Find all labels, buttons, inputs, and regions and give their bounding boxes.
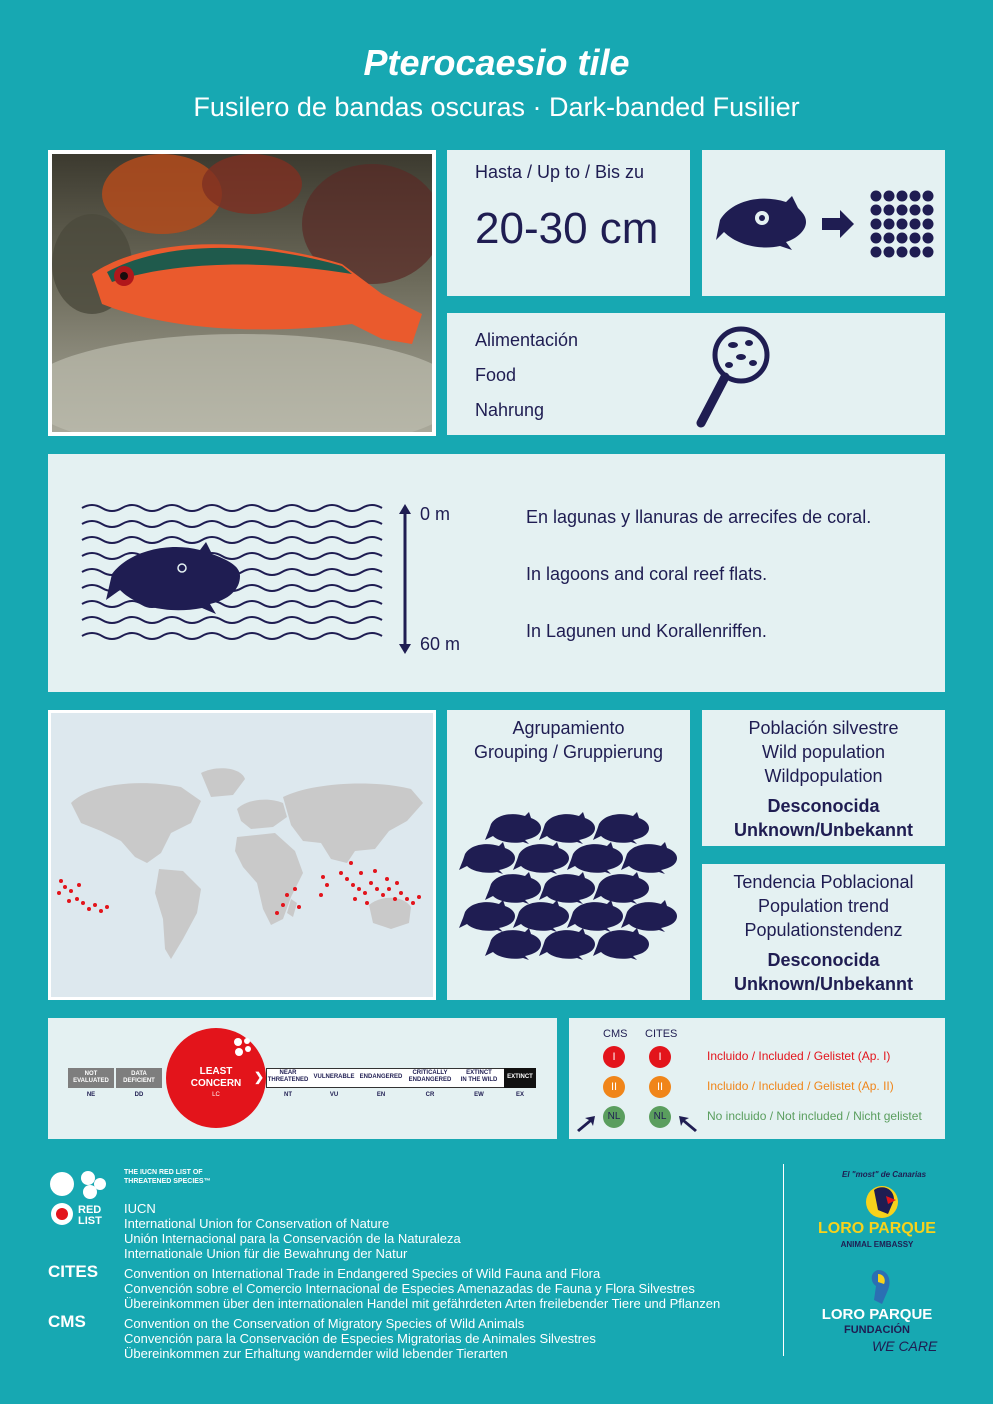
redlist-cat-en-name2: ENDANGERED — [359, 1074, 403, 1080]
redlist-cat-ne-name1: NOT — [84, 1071, 98, 1077]
food-label-de: Nahrung — [475, 400, 545, 420]
redlist-code-ew: EW — [474, 1092, 484, 1098]
food-label-en: Food — [475, 365, 517, 385]
cites-label: CITES — [48, 1262, 99, 1281]
loro1-name: LORO PARQUE — [818, 1220, 936, 1237]
cms-line-1: Convención para la Conservación de Especies Migratorias de Animales Silvestres — [124, 1331, 596, 1346]
size-label: Hasta / Up to / Bis zu — [475, 162, 645, 182]
redlist-code-vu: VU — [329, 1092, 339, 1098]
wild-population-panel — [702, 710, 945, 846]
fundacion-parrot-icon — [858, 1266, 898, 1306]
population-trend-panel — [702, 864, 945, 1000]
grouping-label-es: Agrupamiento — [512, 718, 625, 738]
grouping-panel — [447, 710, 690, 1000]
redlist-cat-vu — [312, 1074, 356, 1081]
arrow-up-left-icon — [677, 1114, 699, 1132]
redlist-current-line2: CONCERN — [190, 1078, 242, 1089]
loro2-sub: FUNDACIÓN — [844, 1324, 910, 1336]
size-value: 20-30 cm — [475, 204, 659, 253]
depth-arrow-icon — [398, 504, 412, 654]
parrot-icon — [852, 1180, 912, 1220]
redlist-cat-en — [358, 1074, 404, 1081]
redlist-code-en: EN — [376, 1092, 386, 1098]
redlist-cat-ne — [68, 1068, 114, 1088]
depth-bottom: 60 m — [420, 634, 461, 654]
cms-mark-i — [603, 1046, 625, 1068]
redlist-code-ne: NE — [86, 1092, 96, 1098]
size-panel — [447, 150, 690, 296]
redlist-circle-logo — [232, 1036, 254, 1058]
cms-mark-i-text: I — [612, 1051, 616, 1063]
fish-to-eggs-icon — [702, 150, 945, 296]
habitat-panel — [48, 454, 945, 692]
school-of-fish-icon — [455, 802, 685, 962]
redlist-cat-dd-name1: DATA — [131, 1071, 147, 1077]
habitat-text-en: In lagoons and coral reef flats. — [526, 564, 768, 584]
legend-not-included: No incluido / Not included / Nicht gelistet — [707, 1109, 922, 1123]
cms-line-2: Übereinkommen zur Erhaltung wandernder wild lebender Tierarten — [124, 1346, 508, 1361]
food-label-es: Alimentación — [475, 330, 579, 350]
redlist-code-ex: EX — [515, 1092, 524, 1098]
population-label-de: Wildpopulation — [764, 766, 883, 786]
redlist-cat-ex-name2: EXTINCT — [507, 1074, 533, 1080]
cites-mark-i-text: I — [658, 1051, 662, 1063]
logo-red-text: RED — [78, 1204, 102, 1216]
cites-line-1: Convención sobre el Comercio Internacional de Especies Amenazadas de Fauna y Flora Silvestres — [124, 1281, 695, 1296]
chevron-right-icon: ❯ — [254, 1070, 265, 1084]
loro2-name: LORO PARQUE — [821, 1306, 933, 1323]
legend-included-i: Incluido / Included / Gelistet (Ap. I) — [707, 1049, 891, 1063]
redlist-current-lc — [166, 1028, 266, 1128]
cites-mark-nl-text: NL — [653, 1111, 667, 1122]
habitat-text-es: En lagunas y llanuras de arrecifes de coral. — [526, 507, 872, 527]
cms-mark-ii — [603, 1076, 625, 1098]
loro-parque-fundacion-logo — [812, 1264, 952, 1360]
population-value-es: Desconocida — [767, 796, 880, 816]
cites-mark-ii-text: II — [656, 1081, 664, 1093]
redlist-cat-cr-name2: ENDANGERED — [408, 1077, 452, 1083]
species-title: Pterocaesio tile — [363, 42, 630, 83]
food-panel — [447, 313, 945, 435]
redlist-cat-nt-name2: THREATENED — [267, 1077, 309, 1083]
redlist-cat-vu-name2: VULNERABLE — [313, 1074, 355, 1080]
redlist-cat-ne-name2: EVALUATED — [73, 1078, 109, 1084]
redlist-cat-cr-name1: CRITICALLY — [412, 1070, 448, 1076]
redlist-cat-ew — [456, 1070, 502, 1084]
redlist-cat-nt-name1: NEAR — [279, 1070, 297, 1076]
cms-mark-ii-text: II — [610, 1081, 618, 1093]
trend-label-es: Tendencia Poblacional — [733, 872, 914, 892]
cites-header: CITES — [645, 1028, 678, 1040]
cms-mark-nl — [603, 1106, 625, 1128]
iucn-line-1: International Union for Conservation of Nature — [124, 1216, 390, 1231]
footer-divider — [783, 1164, 784, 1356]
logo-list-text: LIST — [78, 1215, 102, 1227]
legend-included-ii: Incluido / Included / Gelistet (Ap. II) — [707, 1079, 894, 1093]
reproduction-panel — [702, 150, 945, 296]
population-value-en: Unknown/Unbekannt — [734, 820, 913, 840]
habitat-text-de: In Lagunen und Korallenriffen. — [526, 621, 767, 641]
grouping-label-en-de: Grouping / Gruppierung — [473, 742, 664, 762]
trend-label-de: Populationstendenz — [744, 920, 903, 940]
redlist-code-dd: DD — [134, 1092, 144, 1098]
redlist-cat-ew-name2: IN THE WILD — [460, 1077, 498, 1083]
population-label-en: Wild population — [761, 742, 886, 762]
redlist-cat-dd-name2: DEFICIENT — [123, 1078, 155, 1084]
redlist-cat-nt — [266, 1070, 310, 1084]
redlist-cat-ex — [504, 1068, 536, 1088]
redlist-code-cr: CR — [425, 1092, 435, 1098]
species-photo — [48, 150, 436, 436]
cites-cms-panel — [569, 1018, 945, 1139]
redlist-code-nt: NT — [284, 1092, 292, 1098]
iucn-line-0: IUCN — [124, 1201, 156, 1216]
redlist-panel — [48, 1018, 557, 1139]
species-common-names: Fusilero de bandas oscuras · Dark-banded Fusilier — [193, 92, 800, 122]
redlist-cat-cr — [406, 1070, 454, 1084]
cites-line-0: Convention on International Trade in Endangered Species of Wild Fauna and Flora — [124, 1266, 601, 1281]
cms-line-0: Convention on the Conservation of Migratory Species of Wild Animals — [124, 1316, 525, 1331]
loro1-top-text: El "most" de Canarias — [842, 1170, 927, 1179]
iucn-redlist-title: THE IUCN RED LIST OF THREATENED SPECIES™ — [124, 1169, 211, 1185]
loro-parque-embassy-logo — [812, 1162, 952, 1258]
trend-label-en: Population trend — [757, 896, 890, 916]
loro2-tag: WE CARE — [872, 1338, 938, 1354]
arrow-up-right-icon — [575, 1114, 597, 1132]
cms-header: CMS — [603, 1028, 628, 1040]
trend-value-es: Desconocida — [767, 950, 880, 970]
magnifier-plankton-icon — [691, 317, 781, 437]
depth-top: 0 m — [420, 504, 451, 524]
distribution-map — [48, 710, 436, 1000]
cites-mark-nl — [649, 1106, 671, 1128]
iucn-line-2: Unión Internacional para la Conservación de la Naturaleza — [124, 1231, 461, 1246]
redlist-current-line1: LEAST — [199, 1066, 233, 1077]
cites-mark-i — [649, 1046, 671, 1068]
redlist-cat-ew-name1: EXTINCT — [466, 1070, 492, 1076]
cms-label: CMS — [48, 1312, 86, 1331]
redlist-cat-dd — [116, 1068, 162, 1088]
cites-line-2: Übereinkommen über den internationalen Handel mit gefährdeten Arten freilebender Tiere und Pflanzen — [124, 1296, 721, 1311]
cites-mark-ii — [649, 1076, 671, 1098]
iucn-line-3: Internationale Union für die Bewahrung der Natur — [124, 1246, 408, 1261]
trend-value-en: Unknown/Unbekannt — [734, 974, 913, 994]
loro1-sub: ANIMAL EMBASSY — [840, 1240, 914, 1249]
cms-mark-nl-text: NL — [607, 1111, 621, 1122]
population-label-es: Población silvestre — [748, 718, 899, 738]
redlist-current-code: LC — [212, 1092, 220, 1098]
